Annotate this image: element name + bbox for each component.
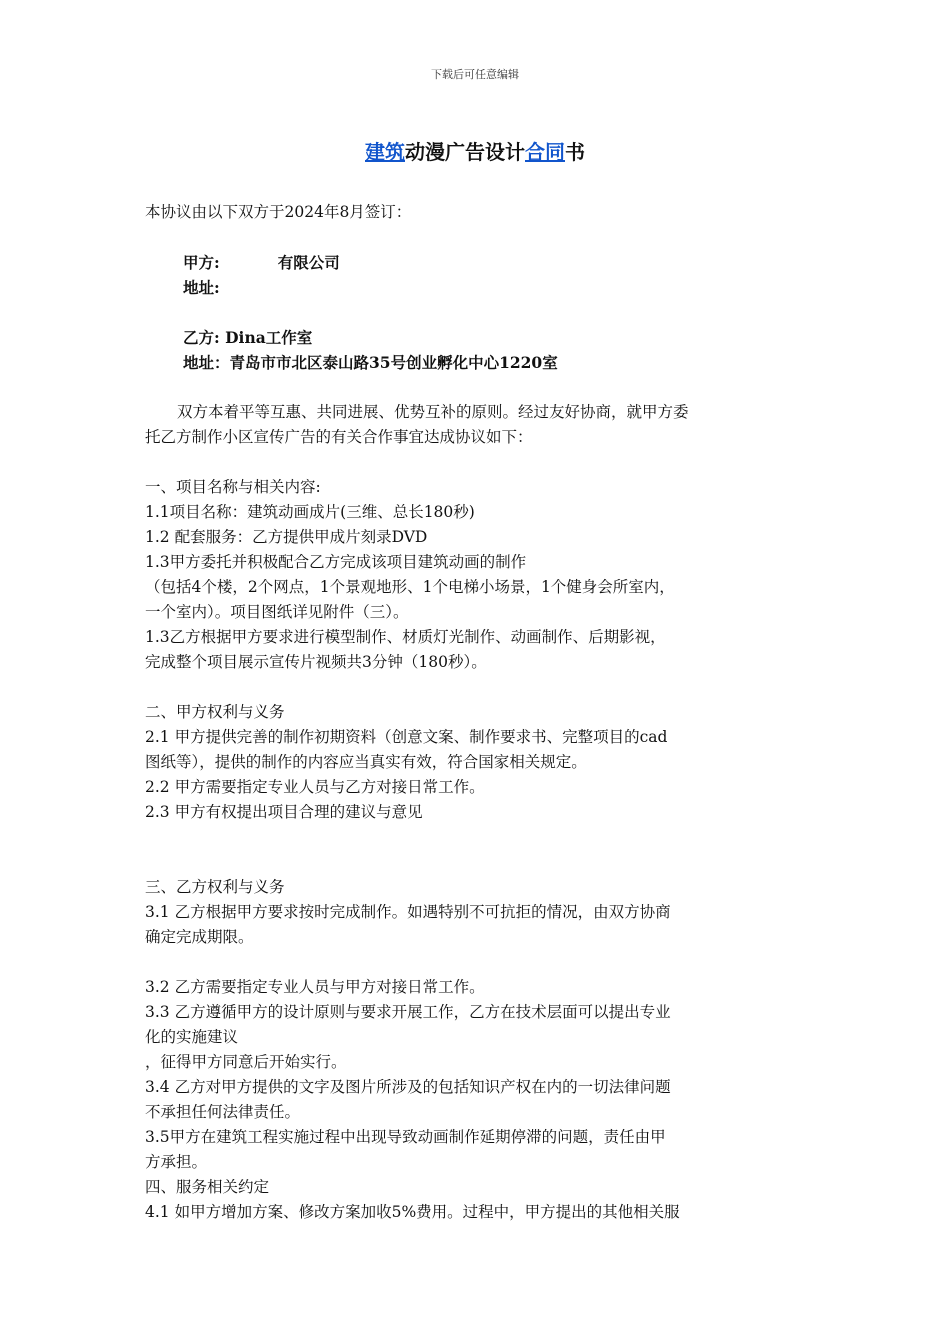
header-note: 下载后可任意编辑 (431, 68, 519, 81)
section-1-line: 1.3乙方根据甲方要求进行模型制作、材质灯光制作、动画制作、后期影视， (145, 628, 666, 646)
section-2-line: 2.3 甲方有权提出项目合理的建议与意见 (145, 803, 423, 821)
party-b-address: 地址：青岛市市北区泰山路35号创业孵化中心1220室 (183, 353, 558, 372)
section-3-line: 3.3 乙方遵循甲方的设计原则与要求开展工作，乙方在技术层面可以提出专业 (145, 1003, 671, 1021)
section-1-line: 1.1项目名称：建筑动画成片(三维、总长180秒) (145, 503, 475, 521)
section-1-line: 1.3甲方委托并积极配合乙方完成该项目建筑动画的制作 (145, 553, 527, 571)
section-3-line: 3.2 乙方需要指定专业人员与甲方对接日常工作。 (145, 978, 485, 996)
intro-line: 本协议由以下双方于2024年8月签订： (145, 203, 412, 221)
section-3-line: 不承担任何法律责任。 (145, 1103, 301, 1121)
party-a-address: 地址: (183, 278, 220, 297)
section-2-line: 图纸等），提供的制作的内容应当真实有效，符合国家相关规定。 (145, 753, 587, 771)
section-3-line: 3.4 乙方对甲方提供的文字及图片所涉及的包括知识产权在内的一切法律问题 (145, 1078, 671, 1096)
section-1-line: 1.2 配套服务：乙方提供甲成片刻录DVD (145, 528, 428, 546)
section-3-line: 方承担。 (145, 1153, 208, 1171)
section-3-line: 3.5甲方在建筑工程实施过程中出现导致动画制作延期停滞的问题，责任由甲 (145, 1128, 666, 1146)
title-suffix: 书 (565, 140, 585, 164)
title-link-jianzhu[interactable]: 建筑 (365, 140, 405, 164)
section-4-line: 4.1 如甲方增加方案、修改方案加收5%费用。过程中，甲方提出的其他相关服 (145, 1203, 680, 1221)
party-b-line: 乙方: Dina工作室 (183, 328, 313, 347)
section-4-heading: 四、服务相关约定 (145, 1178, 270, 1196)
section-2-heading: 二、甲方权利与义务 (145, 703, 285, 721)
section-1-line: 完成整个项目展示宣传片视频共3分钟（180秒）。 (145, 653, 487, 671)
document-body (145, 200, 810, 1225)
section-3-line: 3.1 乙方根据甲方要求按时完成制作。如遇特别不可抗拒的情况，由双方协商 (145, 903, 671, 921)
section-1-heading: 一、项目名称与相关内容: (145, 478, 321, 496)
party-a-line (183, 250, 810, 275)
title-text: 动漫广告设计 (405, 140, 525, 164)
party-a-name: 有限公司 (277, 253, 340, 272)
section-2-line: 2.2 甲方需要指定专业人员与乙方对接日常工作。 (145, 778, 485, 796)
section-3-line: 确定完成期限。 (145, 928, 254, 946)
section-1-line: （包括4个楼，2个网点，1个景观地形、1个电梯小场景，1个健身会所室内， (145, 578, 675, 596)
section-1-line: 一个室内）。项目图纸详见附件（三）。 (145, 603, 409, 621)
section-3-heading: 三、乙方权利与义务 (145, 878, 285, 896)
section-2-line: 2.1 甲方提供完善的制作初期资料（创意文案、制作要求书、完整项目的cad (145, 728, 668, 746)
section-3-line: 化的实施建议 (145, 1028, 239, 1046)
section-3-line: ，征得甲方同意后开始实行。 (145, 1053, 347, 1071)
preamble-line-2: 托乙方制作小区宣传广告的有关合作事宜达成协议如下： (145, 428, 533, 446)
document-title (0, 136, 950, 165)
preamble-line-1: 双方本着平等互惠、共同进展、优势互补的原则。经过友好协商，就甲方委 (177, 403, 689, 421)
title-link-hetong[interactable]: 合同 (525, 140, 565, 164)
parties-block (145, 250, 810, 375)
party-a-label: 甲方: (183, 253, 220, 272)
